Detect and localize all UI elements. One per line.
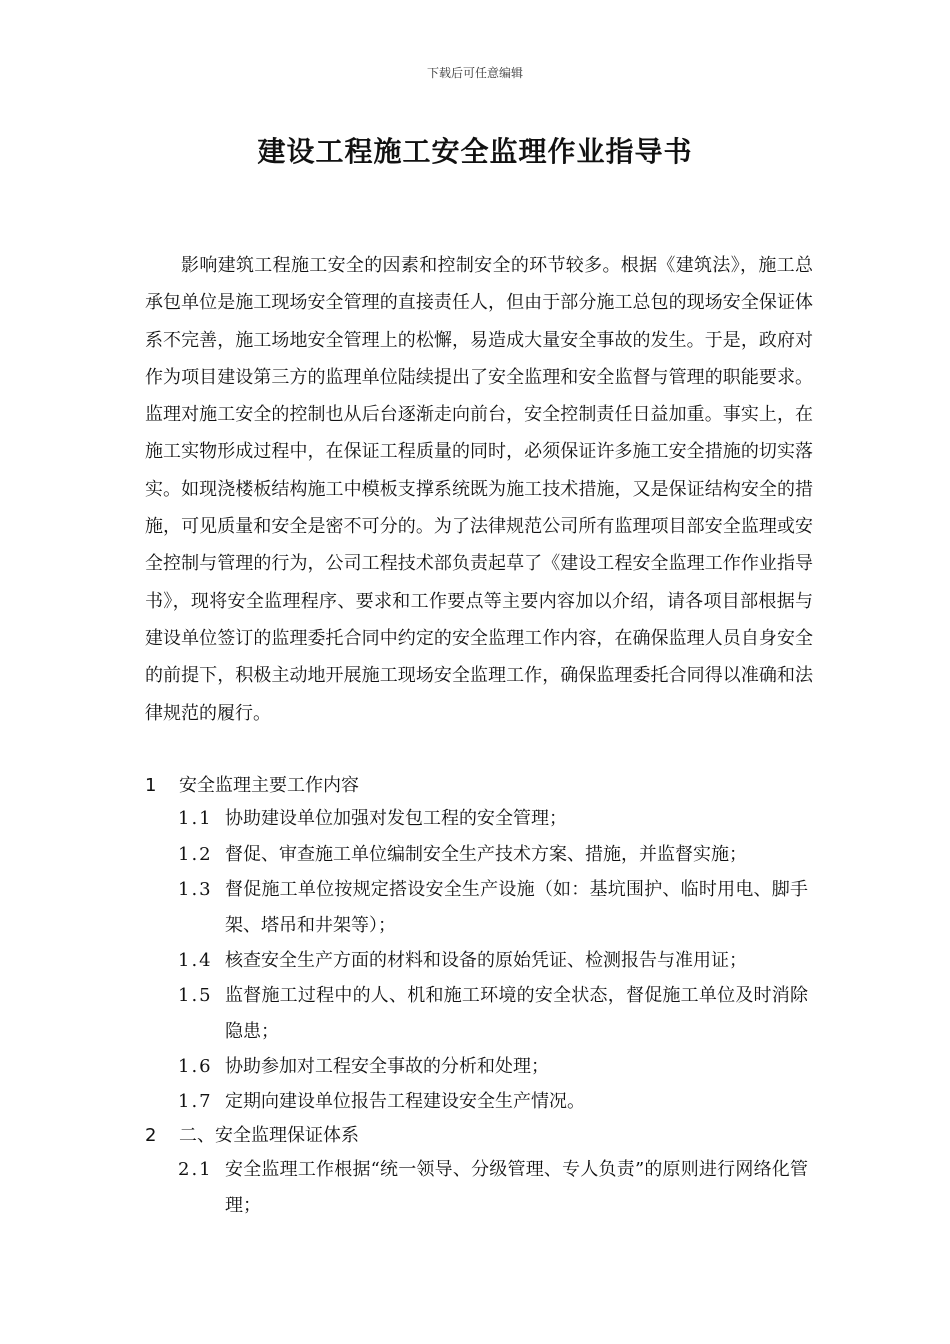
list-item [178, 1152, 808, 1223]
section-title: 二、安全监理保证体系 [179, 1125, 359, 1146]
list-item [178, 837, 808, 873]
item-text: 督促施工单位按规定搭设安全生产设施（如：基坑围护、临时用电、脚手架、塔吊和井架等）； [225, 879, 808, 936]
section-heading-2 [145, 1118, 813, 1154]
item-number: 1.4 [178, 950, 213, 971]
item-number: 1.6 [178, 1056, 213, 1077]
section-heading-1 [145, 768, 813, 804]
section-number: 2 [145, 1125, 157, 1146]
item-text: 协助建设单位加强对发包工程的安全管理； [225, 808, 567, 829]
list-item [178, 801, 808, 837]
intro-paragraph: 影响建筑工程施工安全的因素和控制安全的环节较多。根据《建筑法》，施工总承包单位是施工现场安全管理的直接责任人，但由于部分施工总包的现场安全保证体系不完善，施工场地安全管理上的松懈，易造成大量安全事故的发生。于是，政府对作为项目建设第三方的监理单位陆续提出了安全监理和安全监督与管理的职能要求。监理对施工安全的控制也从后台逐渐走向前台，安全控制责任日益加重。事实上，在施工实物形成过程中，在保证工程质量的同时，必须保证许多施工安全措施的切实落实。如现浇楼板结构施工中模板支撑系统既为施工技术措施，又是保证结构安全的措施，可见质量和安全是密不可分的。为了法律规范公司所有监理项目部安全监理或安全控制与管理的行为，公司工程技术部负责起草了《建设工程安全监理工作作业指导书》，现将安全监理程序、要求和工作要点等主要内容加以介绍，请各项目部根据与建设单位签订的监理委托合同中约定的安全监理工作内容，在确保监理人员自身安全的前提下，积极主动地开展施工现场安全监理工作，确保监理委托合同得以准确和法律规范的履行。 [145, 255, 813, 724]
item-text: 核查安全生产方面的材料和设备的原始凭证、检测报告与准用证； [225, 950, 747, 971]
item-text: 协助参加对工程安全事故的分析和处理； [225, 1056, 549, 1077]
list-item [178, 1084, 808, 1120]
section-title: 安全监理主要工作内容 [179, 775, 359, 796]
list-item [178, 1049, 808, 1085]
item-text: 定期向建设单位报告工程建设安全生产情况。 [225, 1091, 585, 1112]
item-number: 1.7 [178, 1091, 213, 1112]
list-item [178, 872, 808, 943]
list-item [178, 943, 808, 979]
item-number: 1.2 [178, 844, 213, 865]
item-number: 2.1 [178, 1159, 213, 1180]
item-number: 1.3 [178, 879, 213, 900]
item-number: 1.1 [178, 808, 213, 829]
page-header-note: 下载后可任意编辑 [426, 66, 523, 80]
item-text: 督促、审查施工单位编制安全生产技术方案、措施，并监督实施； [225, 844, 747, 865]
item-number: 1.5 [178, 985, 213, 1006]
section-number: 1 [145, 775, 157, 796]
item-text: 监督施工过程中的人、机和施工环境的安全状态，督促施工单位及时消除隐患； [225, 985, 808, 1042]
list-item [178, 978, 808, 1049]
document-title: 建设工程施工安全监理作业指导书 [257, 135, 693, 168]
item-text: 安全监理工作根据“统一领导、分级管理、专人负责”的原则进行网络化管理； [225, 1159, 808, 1216]
